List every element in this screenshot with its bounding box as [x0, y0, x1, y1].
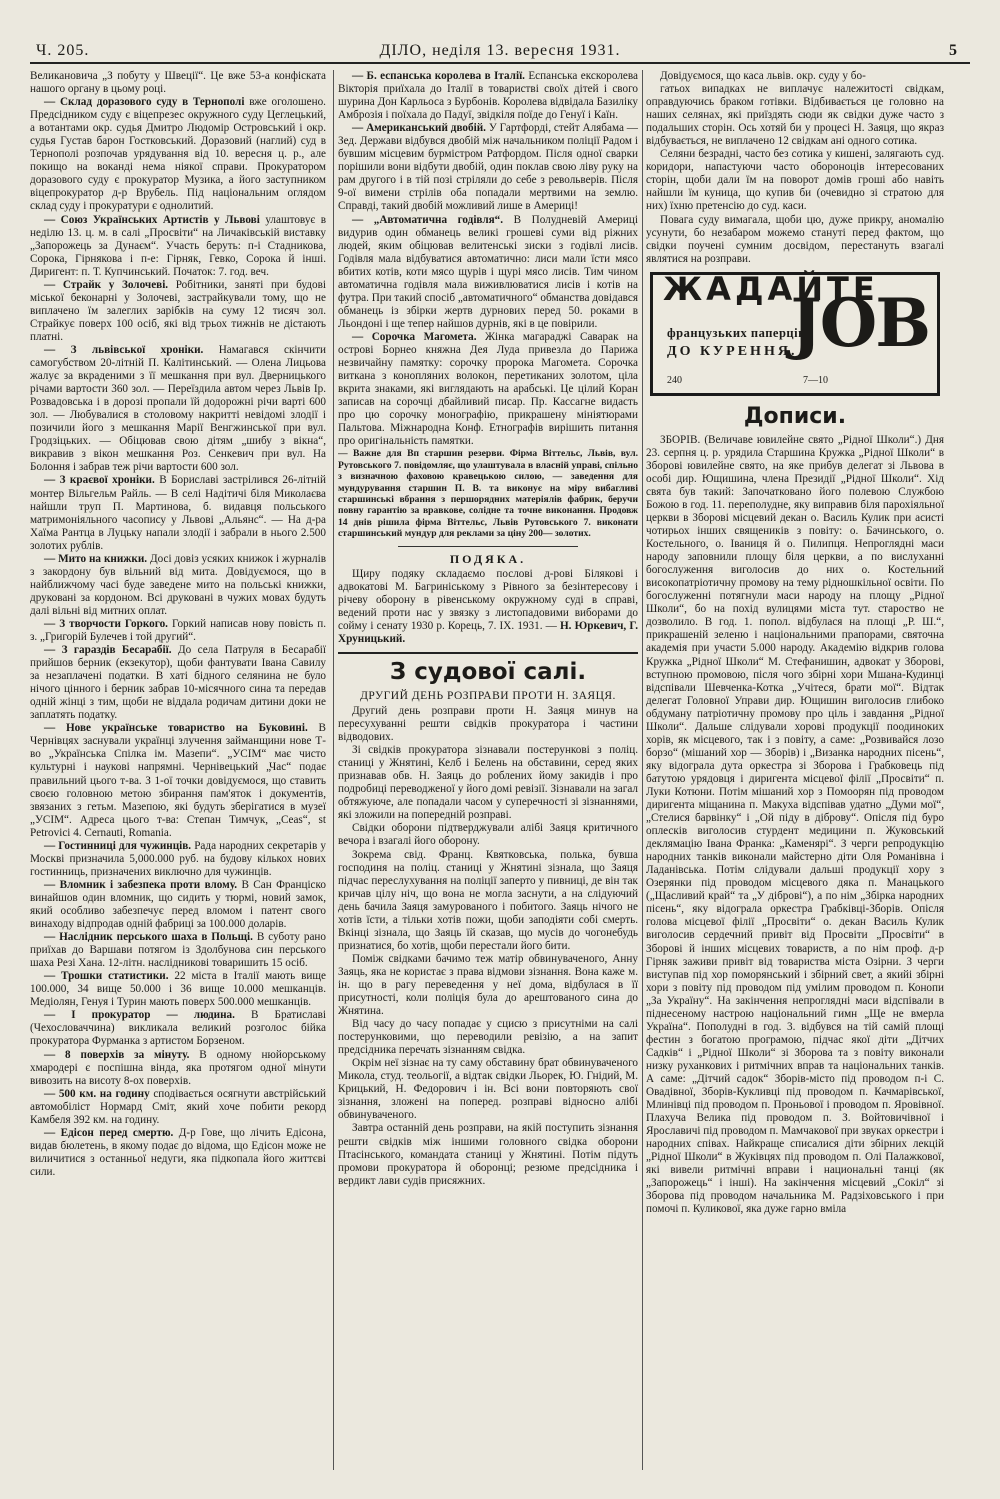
column-news-middle: [338, 70, 638, 1470]
masthead-line: ДІЛО, неділя 13. вересня 1931.: [379, 42, 621, 59]
ad-code-2: 7—10: [803, 374, 828, 386]
news-item-headline: — Трошки статистики.: [44, 970, 169, 983]
news-item: [30, 840, 326, 879]
court-section-title: З судової салі.: [338, 652, 638, 686]
dopysy-paragraph: ЗБОРІВ. (Величаве ювилейне свято „Рідної Школи“.) Дня 23. серпня ц. р. урядила Старшина Кружка „Рідної Школи“ в Зборові ювилейне свято, на яке прибув делегат зі Львова в особі дир. Ющишина, члена Президії „Рідної Школи“. Хід свята був такий: Започатковано його полевою Службою Божою в год. 11. переполудне, яку виправив біля парохіяльної церкви в Зборові місцевий декан о. Василь Кулик при асисті чотирьох інших священиків з повіту: о. Бачинського, о. Костельного, о. Іваниця й о. Пилипця. Непроглядні маси народу заповнили площу біля церкви, а по вислуханні богослуження виголосив до них о. Костельний високопатріотичну промову на тему рідношкільної освіти. По богослуженні потягнули маси народу на площу „Рідної Школи“, бо на похід вулицями міста тут. староство не дозволило. В год. 1. попол. відбулася на площі „Р. Ш.“, прикрашеній зеленю і національними прапорами, святочна академія при участи 5.000 народу. Академію відкрив голова Кружка „Рідної Школи“ М. Стефанишин, адвокат у Зборові, вступною промовою, після чого збірні хори Мшана-Кудинці відспівали Шевченка-Котка „Учітеся, брати мої“. Відтак делегат Головної Управи дир. Ющишин виголосив глибоко обдуману патріотичну промову про ціль і завдання „Рідної Школи“. Дальше слідували хорові продукції поодиноких хорів, як місцевого, так і з повіту, а саме: „Розвивайся лозо борзо“ (мішаний хор — Зборів) і „Визанка народних пісень“, яку відограла дута оркестра зі Зборова і Грабковець під батутою урядовця і диригента місцевої філії „Просвіти“ п. Луки Котюни. Потім мішаний хор з Помоорян під проводом диригента міщанина п. Макуха відспівав удатно „Думи мої“, „Стелися барвінку“ і „Ой піду в діброву“. Опісля під буро оплесків виголосив стурдент медицини п. Жуковський деклямацію Івана Франка: „Каменярі“. З черги репродукцію народних танків виконали майстерно діти Оля Романівна і Ладанівська. Потім слідували дальші продукції хору з Озерянки під проводом місцевого дяка п. Манацького („Щасливий край“ та „У діброві“), а по нім „Збірка народних пісень“, яку відограла оркестра Грабківці-Зборів. Опісля голова місцевої філії „Просвіти“ о. декан Василь Кулик виголосив сердечний привіт від Просвіти „Просвіти“ в Зборові й інших місцевих товариств, а по нім проф. д-р Гірняк заживи привіт від товариства міста Озірни. З черги виступав під хор поморянський і збірний свет, а якийі збірні хори з повіту під проводом під умілим проводом п. Конопи „За Україну“. На закінчення непроглядні маси відспівали в піднесеному настрою національний гимн „Ще не вмерла Україна“. Пополудні в год. 3. відбувся на тій самій площі фестин з богатою програмою, підчас якої діти „Дітчих Садків“ і „Рідної Школи“ зі Зборова та з повіту виконали низку руханкових і ритмічних вправ та національних танків. А саме: „Дітчий садок“ Зборів-місто під проводом п-і С. Овадівної, Зборів-Кукливці під проводом п. Качмарівської, Млинівці під проводом п. Проньової і проводом п. Яровівної. Плахуча Велика під проводом п. З. Войтовичівної і Ярославичі під проводом п. Мамчакової при звуках оркестри і народних співах. Найкраще списалися діти збірних лекцій „Рідної Школи“ в Жуківцях під проводом п. Олі Палажкової, які вивели ритмічні вправи і национальні танці (як „Запорожець“ і інші). На закінчення місцевий „Сокіл“ зі Зборова під проводом начальника М. Радзіховського і при помочі п. Куликової, яка дуже гарно вміла: [646, 433, 944, 1216]
news-item: [30, 96, 326, 213]
news-item-text: Повага суду вимагала, щоби цю, дуже прикру, аномалію усунути, бо незабаром можемо стануті перед фактом, що свідки поучені сумним досвідом, перестануть взагалі являтися на розправи.: [646, 213, 944, 265]
news-item-text: 22 міста в Італії мають вище 100.000, 34 вище 50.000 і 36 вище 10.000 мешканців. Медіолян, Генуя і Турин мають поверх 500.000 мешканців.: [30, 970, 326, 1009]
news-item-text: В Бориславі застрілився 26-літній монтер Вільгельм Райль. — В селі Надітичі біля Миколаєва найшли труп П. Мартинова, б. видавця польського матримоніяльного часопису у Львові „Альянс“. — На д-ра Хаїма Рантца в Луцьку напали злодії і забрали в нього 2.500 золотих рублів.: [30, 474, 326, 552]
news-item-text: Горкий написав нову повість п. з. „Григорій Булечев і той другий“.: [30, 617, 326, 644]
news-item-text: Рада народних секретарів у Москві призначила 5,000.000 руб. на будову кількох нових гостинниць, призначених виключно для чужинців.: [30, 839, 326, 878]
podyaka-signatures: Н. Юркевич, Г. Хруницький.: [338, 619, 638, 645]
news-item-headline: — Союз Українських Артистів у Львові: [44, 213, 260, 226]
news-item-text: В Чернівцях заснували українці злучення займанщини нове Т-во „Українська Спілка ім. Мазепи“. „УСІМ“ має чисто культурні і наукові напрямні. Чернівецький „Час“ подає правильний цього т-ва. З 1-ої точки довідуємося, що ставить своєю головною метою збирання пам'яток і документів, звязаних з гетьм. Мазепою, які будуть зберігатися в музеї „УСІМ“. Адреса цього т-ва: Степан Тимчук, „Ceas“, st Petrovici 4. Cernauti, Romania.: [30, 722, 326, 839]
news-item: [30, 279, 326, 344]
news-item-headline: — 8 поверхів за мінуту.: [44, 1048, 190, 1061]
court-cashier-text: [646, 83, 944, 266]
news-item-headline: — З львівської хроніки.: [44, 343, 204, 356]
news-item-text: В одному нюйорському хмародері є поспішна вінда, яка протягом одної мінути вивозить на висоту 8-ох поверхів.: [30, 1048, 326, 1087]
court-paragraph: Від часу до часу попадає у сцисю з присутніми на салі постерунковими, що переводили ревізію, а на запит предсідника перечать зізнанням свідка.: [338, 1018, 638, 1057]
news-item-text: Робітники, заняті при будові міської беконарні у Золочеві, застрайкували тому, що не виплачено їм залеглих зарібків на суму 12 тисяч зол. Страйкує поверх 100 осіб, які від трьох тижнів не дістають платні.: [30, 278, 326, 343]
news-item: [338, 70, 638, 122]
issue-number: Ч. 205.: [36, 42, 90, 59]
news-item-headline: — Склад доразового суду в Тернополі: [44, 96, 245, 109]
news-item-headline: — Нове українське товариство на Буковині.: [44, 722, 308, 735]
news-item-text: В Братиславі (Чехословаччина) викликала великий розголос бійка прокуратора Фурманка з артистом Борзеном.: [30, 1009, 326, 1048]
news-item-headline: — Гостинниці для чужинців.: [44, 839, 192, 852]
news-item: [30, 344, 326, 474]
news-item-text: Жінка магараджі Саварак на острові Борнео княжна Дея Луда привезла до Парижа незвичайну памятку: сорочку пророка Магомета. Сорочка виткана з конопляних волокон, перетиканих золотом, ціла вкрита знаками, які виглядають на арабські. Це цілий Коран записав на сорочці дбайливий писар. Пр. Кассагне видасть про цю сорочку монографію, прикрашену мініятюрами Пальтова. Міжнародна Конф. Етнографів вирішить питання про оригінальність памятки.: [338, 330, 638, 448]
podyaka-title: ПОДЯКА.: [449, 551, 527, 566]
news-item: [30, 1127, 326, 1179]
news-item: [338, 122, 638, 213]
notice-reserve-officers: — Важне для Вп старшин резерви. Фірма Віттельс, Львів, вул. Рутовського 7. повідомляє, що улаштувала в власній управі, спільно з визначною фаховою кравецькою силою, — заведення для мундурування старшин П. В. та виконує на міру вибагливі старшинські вбрання з першорядних матеріялів фабрик, беручи повну гарантію за вравкове, солідне та точне виконання. Продовж 14 днів рішила фірма Віттельс, Львів Рутовського 7. виконати старшинський мундур для реклами за ціну 200— золотих.: [338, 448, 638, 540]
court-report: [338, 705, 638, 1188]
news-item-headline: — 500 км. на годину: [44, 1087, 150, 1100]
news-item-headline: — Наслідник перського шаха в Польщі.: [44, 931, 253, 944]
news-item-text: Великановича „З побуту у Швеції“. Це вже 53-а конфіската нашого органу в цьому році.: [30, 70, 326, 96]
court-cashier-paragraph: Довідуємося, що каса львів. окр. суду у бо-: [660, 70, 866, 82]
news-item-headline: — Вломник і забезпека проти влому.: [44, 878, 238, 891]
column-right: [646, 70, 944, 1470]
column-divider: [642, 70, 643, 1470]
news-item-headline: — Едісон перед смертю.: [44, 1126, 174, 1139]
news-items: [338, 70, 638, 448]
news-item-text: В Полудневій Америці видурив один обманець великі грошеві суми від ріжних людей, яким обіцював велитенські зиски з годівлі лисів. Годівля мала відбуватися автоматично: лиси мали їсти мясо вбитих котів, коти мясо щурів і щурі мясо лисів. Тим чином автоматична годівля мала виживлюватися лисів і котів на футра. При такий спосіб „автоматичного“ обманства довідався обманець із збірки жертв дурнових перед 50. роками в Льондоні і ще тепер найшов дурнів, які в це повірили.: [338, 213, 638, 330]
news-item-text: В суботу рано приїхав до Варшави потягом із Здолбунова син перського шаха Резі Хана. 12-літн. наслідникові товаришить 15 осіб.: [30, 931, 326, 970]
court-paragraph: Зі свідків прокуратора зізнавали постерунковi з поліц. станиці у Жнятині, Келб і Белень на обставини, серед яких признавав обв. Н. Заяць до роблених йому закидів і про подробиці переводженої у його домі ревізії. Зізнавали на загал обтяжуюче, але попадали часом у суперечності зі зізнаннями, які зложили на попередній розправі.: [338, 744, 638, 822]
job-paper-advertisement: [650, 269, 940, 396]
news-item-headline: — З творчости Горкого.: [44, 617, 168, 630]
court-paragraph: Окрім неї зізнає на ту саму обставину брат обвинуваченого Микола, студ. теольогії, а відтак свідки Льорек, Ю. Гнідий, М. Крицький, Н. Федорович і ін. Всі вони повторяють свої зізнання, зложені на попеpед. розправі відносно алібі обвинуваченого.: [338, 1057, 638, 1122]
news-item-text: улаштовує в неділю 13. ц. м. в салі „Просвіти“ на Личаківській виставку „Запорожець за Дунаєм“. Участь беруть: п-і Стадникова, Сорока, Гірнякова і п-е: Гірняк, Гевко, Сорока й інші. Диригент: п. Т. Купчинський. Початок: 7. год. веч.: [30, 213, 326, 278]
news-item-headline: — Страйк у Золочеві.: [44, 278, 169, 291]
news-item: [30, 722, 326, 839]
news-item-headline: — З гараздів Бесарабії.: [44, 644, 172, 657]
news-item-text: вже оголошено. Предсідником суду є віцепрезес окружного суду Цеглецький, а вотантами окр. судья Дмитро Людомір Островський і окр. судья Густав барон Гостковський. Доразовий (наглий) суд в Тернополі розпочав урядування від 10. вересня ц. р., але покищо на воканді нема ніякої справи. Прокуратором доразового суду є прокуратор Музика, а його заступником віцепрокуратор д-р Врубель. Під національним оглядом склад суду і прокуратури є однолитий.: [30, 96, 326, 213]
news-item-headline: — Б. еспанська королева в Італії.: [352, 70, 525, 82]
news-item: [30, 553, 326, 618]
news-item-headline: — „Автоматична годівля“.: [352, 213, 504, 226]
news-item: [30, 879, 326, 931]
page-header: [30, 38, 970, 62]
news-item: [30, 931, 326, 970]
court-paragraph: Поміж свідками бачимо теж матір обвинуваченого, Анну Заяць, яка не користає з права відмови зізнання. Вона каже м. ін. що в рагу переведення у неї дома, відбулася в її присутності, коли поліція була до арештованого сина до Жнятина.: [338, 952, 638, 1018]
news-item-headline: — Американський двобій.: [352, 122, 486, 135]
court-paragraph: Свідки оборони підтверджували алібі Заяця критичного вечора і взагалі його оборону.: [338, 822, 638, 848]
news-item: [30, 1009, 326, 1048]
news-item: [30, 474, 326, 552]
news-item-text: Намагався скінчити самогубством 20-літній П. Калітинський. — Олена Лицьова жалує за вкраденими з її мешкання при вул. Дверницького річами вартости 360 зол. — Переїздила автом через Львів Ір. Розвадовська і в дорозі пропали їй додорожні річи варті 600 зол. — Любувалися в столовому накритті невідомі злодії і позичили його з мешкання Марії Венгжинської при вул. Гродзіцьких. — Обіцював свою дітям „шибу з вікна“, викравив з вікон мешкання Роз. Сенкевич при вул. На Болоння і забрав теж річи вартости 600 зол.: [30, 343, 326, 474]
news-item: [30, 70, 326, 96]
news-item: [646, 214, 944, 266]
ad-line-1: французьких паперців: [667, 325, 806, 340]
court-paragraph: Зокрема свід. Франц. Квятковська, полька, бувша господиня на поліц. станиці у Жнятині зізнала, що Заяця підчас переслухування на поліції заперто у пивниці, де він так кричав цілу ніч, що вона не могла заснути, а на слідуючий день бачила Заяця замурованого і побитого. Заяць нічого не хотів їсти, а тільки хотів пожи, щоби заподіяти собі смерть. Вкінці зізнала, що Заяць їй сказав, що мусів до чогонебудь признатися, бо хотів, щоби перестали його бити.: [338, 848, 638, 952]
news-item-headline: — Мито на книжки.: [44, 552, 148, 565]
news-item: [30, 214, 326, 279]
column-news-left: [30, 70, 326, 1470]
news-item-headline: — І прокуратор — людина.: [44, 1009, 235, 1022]
ad-brand-logo: JOB: [790, 283, 929, 362]
news-item-text: В Сан Франціско винайшов один вломник, що сидить у тюрмі, новий замок, який особливо забезпечує перед вломом і патент свого винаходу відпродав одній фабриці за 100.000 доларів.: [30, 878, 326, 931]
news-item: [338, 214, 638, 331]
news-item-text: Досі довіз усяких книжок і журналів з закордону був вільний від мита. Довідуємося, що в найближчому часі буде заведене мито на польські книжки, друковані за кордоном. Всі друковані в чужих мовах будуть далі вільні від митних оплат.: [30, 552, 326, 617]
podyaka-text: Щиру подяку складаємо послові д-рові Білякові і адвокатові М. Багриніському з Рівного за безінтересову і річеву оборону в рівенському окружному суді в справі, ведений проти нас у звязку з листопадовими виборами до сойму і сенату 1930 р. Корець, 7. IX. 1931. — Н. Юркевич, Г. Хруницький.: [338, 567, 638, 645]
news-item-headline: — З краєвої хроніки.: [44, 474, 155, 487]
news-item-text: гатьох випадках не виплачує належитості свідкам, оправдуючись браком готівки. Відбивається це головно на наших селянах, які приїздять сюди як свідки дуже часто з подальших сторін. Ось хотяй би у процесі Н. Заяця, що якраз відбувається, не виплачено 12 свідкам ані одного сотика.: [646, 83, 944, 148]
divider: [398, 546, 578, 547]
news-item-headline: — Сорочка Магомета.: [352, 330, 477, 343]
news-item: [30, 618, 326, 644]
news-item: [338, 331, 638, 448]
news-item: [30, 644, 326, 722]
dopysy-title: Дописи.: [743, 403, 847, 429]
header-rule: [30, 62, 970, 64]
news-item-text: Еспанська екскоролева Вікторія приїхала до Італії в товаристві своїх дітей і свого шурина Дон Карльоса з Бурбонів. Королева відвідала Базиліку Амброзія і поїхала до Падуї, звідкіля поїде до Генуї і Каїн.: [338, 70, 638, 122]
news-item: [30, 1088, 326, 1127]
news-item: [30, 970, 326, 1009]
column-divider: [333, 70, 334, 1470]
news-item-text: сподівається осягнути австрійський автомобіліст Нормард Сміт, який хоче побити рекорд Камбеля 392 км. на годину.: [30, 1087, 326, 1126]
news-item: [30, 1049, 326, 1088]
news-item: [646, 83, 944, 148]
news-item: [646, 148, 944, 213]
court-paragraph: Завтра останній день розправи, на якій поступить зізнання решти свідків між іншими головного свідка оборони Птасінського, командата станиці у Жнятині. Потім підуть промови прокуратора й оборонці; резюме предсідника і вердикт лави судів присяжних.: [338, 1122, 638, 1187]
ad-headline: ЖАДАЙТЕ: [663, 269, 879, 308]
news-item-text: У Гартфорді, стейт Алябама — Зед. Держави відбувся двобій між начальником поліції Радом і бувшим місцевим бурмістром Ратфордом. Після одної сварки порішили вони відбути двобій, один поклав свою ліву руку на рам другого і в тій позі стріляли до себе з револьверів. Після 9-ої вимени стрілів оба попадали мертвими на землю. Справді, такий двобій можливий лише в Америці!: [338, 122, 638, 213]
page-number: 5: [949, 42, 958, 59]
court-paragraph: Другий день розправи проти Н. Заяця минув на пересухуванні решти свідків прокуратора і частини відводових.: [338, 704, 638, 744]
news-item-text: Д-р Гове, що лічить Едісона, видав бюлетень, в якому подає до відома, що Едісон може не виличитися з останньої недуги, яка підкопала його життєві сили.: [30, 1126, 326, 1178]
dopysy-reports: [646, 434, 944, 1217]
ad-line-2: ДО КУРЕННЯ.: [667, 343, 798, 359]
ad-code-1: 240: [667, 374, 682, 386]
news-item-text: Селяни безрадні, часто без сотика у кишені, залягають суд. коридори, напастуючи часто обороноців інтересованих сторін, щоби дали їм на поворот домів гроші або навіть найшли їм куница, що купив би (очевидно зі стратою для них) їхню претенсію до суд. каси.: [646, 148, 944, 213]
news-item-text: До села Патруля в Бесарабії прийшов берник (екзекутор), щоби фантувати Івана Савилу за незаплачені податки. В хаті бідного селянина не було нічого цінного і берник забрав 10-місячного сина та передав одній жінці з тим, щоби не віддала родичам дитини доки не заплатять податку.: [30, 644, 326, 722]
court-subtitle: ДРУГИЙ ДЕНЬ РОЗПРАВИ ПРОТИ Н. ЗАЯЦЯ.: [360, 689, 616, 702]
